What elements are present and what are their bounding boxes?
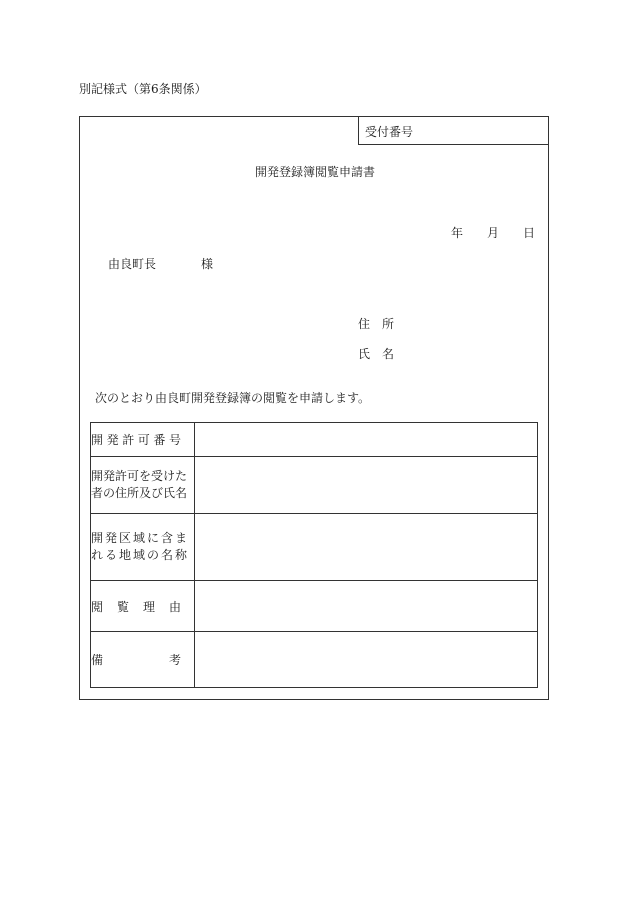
label-char: 可 [137, 433, 150, 447]
date-month: 月 [487, 226, 500, 240]
permit-holder-label-line1: 開発許可を受けた [91, 469, 188, 483]
application-table [90, 422, 538, 688]
row-label [91, 514, 195, 581]
receipt-number-box [358, 116, 549, 145]
table-row [91, 457, 538, 514]
table-row [91, 632, 538, 688]
table-row [91, 514, 538, 581]
permit-number-label [91, 431, 181, 448]
table-row [91, 581, 538, 632]
remarks-field[interactable] [195, 632, 538, 688]
permit-holder-field[interactable] [195, 457, 538, 514]
applicant-address-label: 住 所 [358, 317, 395, 331]
development-area-label-line1: 開発区域に含ま [91, 531, 190, 545]
development-area-field[interactable] [195, 514, 538, 581]
permit-holder-label-line2: 者の住所及び氏名 [91, 486, 188, 500]
label-char: 開 [91, 433, 104, 447]
form-caption: 別記様式（第6条関係） [79, 82, 207, 96]
label-char: 由 [168, 599, 181, 614]
addressee-name: 由良町長 [108, 257, 157, 271]
development-area-label-line2: れる地域の名称 [91, 548, 190, 562]
inspection-reason-label [91, 598, 181, 615]
label-char: 番 [153, 433, 166, 447]
date-year: 年 [451, 226, 464, 240]
permit-number-field[interactable] [195, 423, 538, 457]
date-day: 日 [523, 226, 536, 240]
inspection-reason-field[interactable] [195, 581, 538, 632]
label-char: 閲 [91, 599, 104, 614]
applicant-name-label: 氏 名 [358, 347, 395, 361]
label-char: 許 [122, 433, 135, 447]
row-label [91, 632, 195, 688]
label-char: 考 [168, 653, 181, 667]
table-row [91, 423, 538, 457]
addressee-honorific: 様 [201, 257, 214, 271]
label-char: 発 [106, 433, 119, 447]
label-char: 備 [91, 653, 104, 667]
row-label [91, 423, 195, 457]
remarks-label [91, 651, 181, 668]
row-label [91, 457, 195, 514]
form-title: 開発登録簿閲覧申請書 [254, 165, 375, 179]
label-char: 号 [168, 433, 181, 447]
label-char: 理 [142, 599, 155, 614]
receipt-number-label: 受付番号 [365, 125, 414, 139]
row-label [91, 581, 195, 632]
label-char: 覧 [116, 599, 129, 614]
application-statement: 次のとおり由良町開発登録簿の閲覧を申請します。 [95, 391, 371, 405]
